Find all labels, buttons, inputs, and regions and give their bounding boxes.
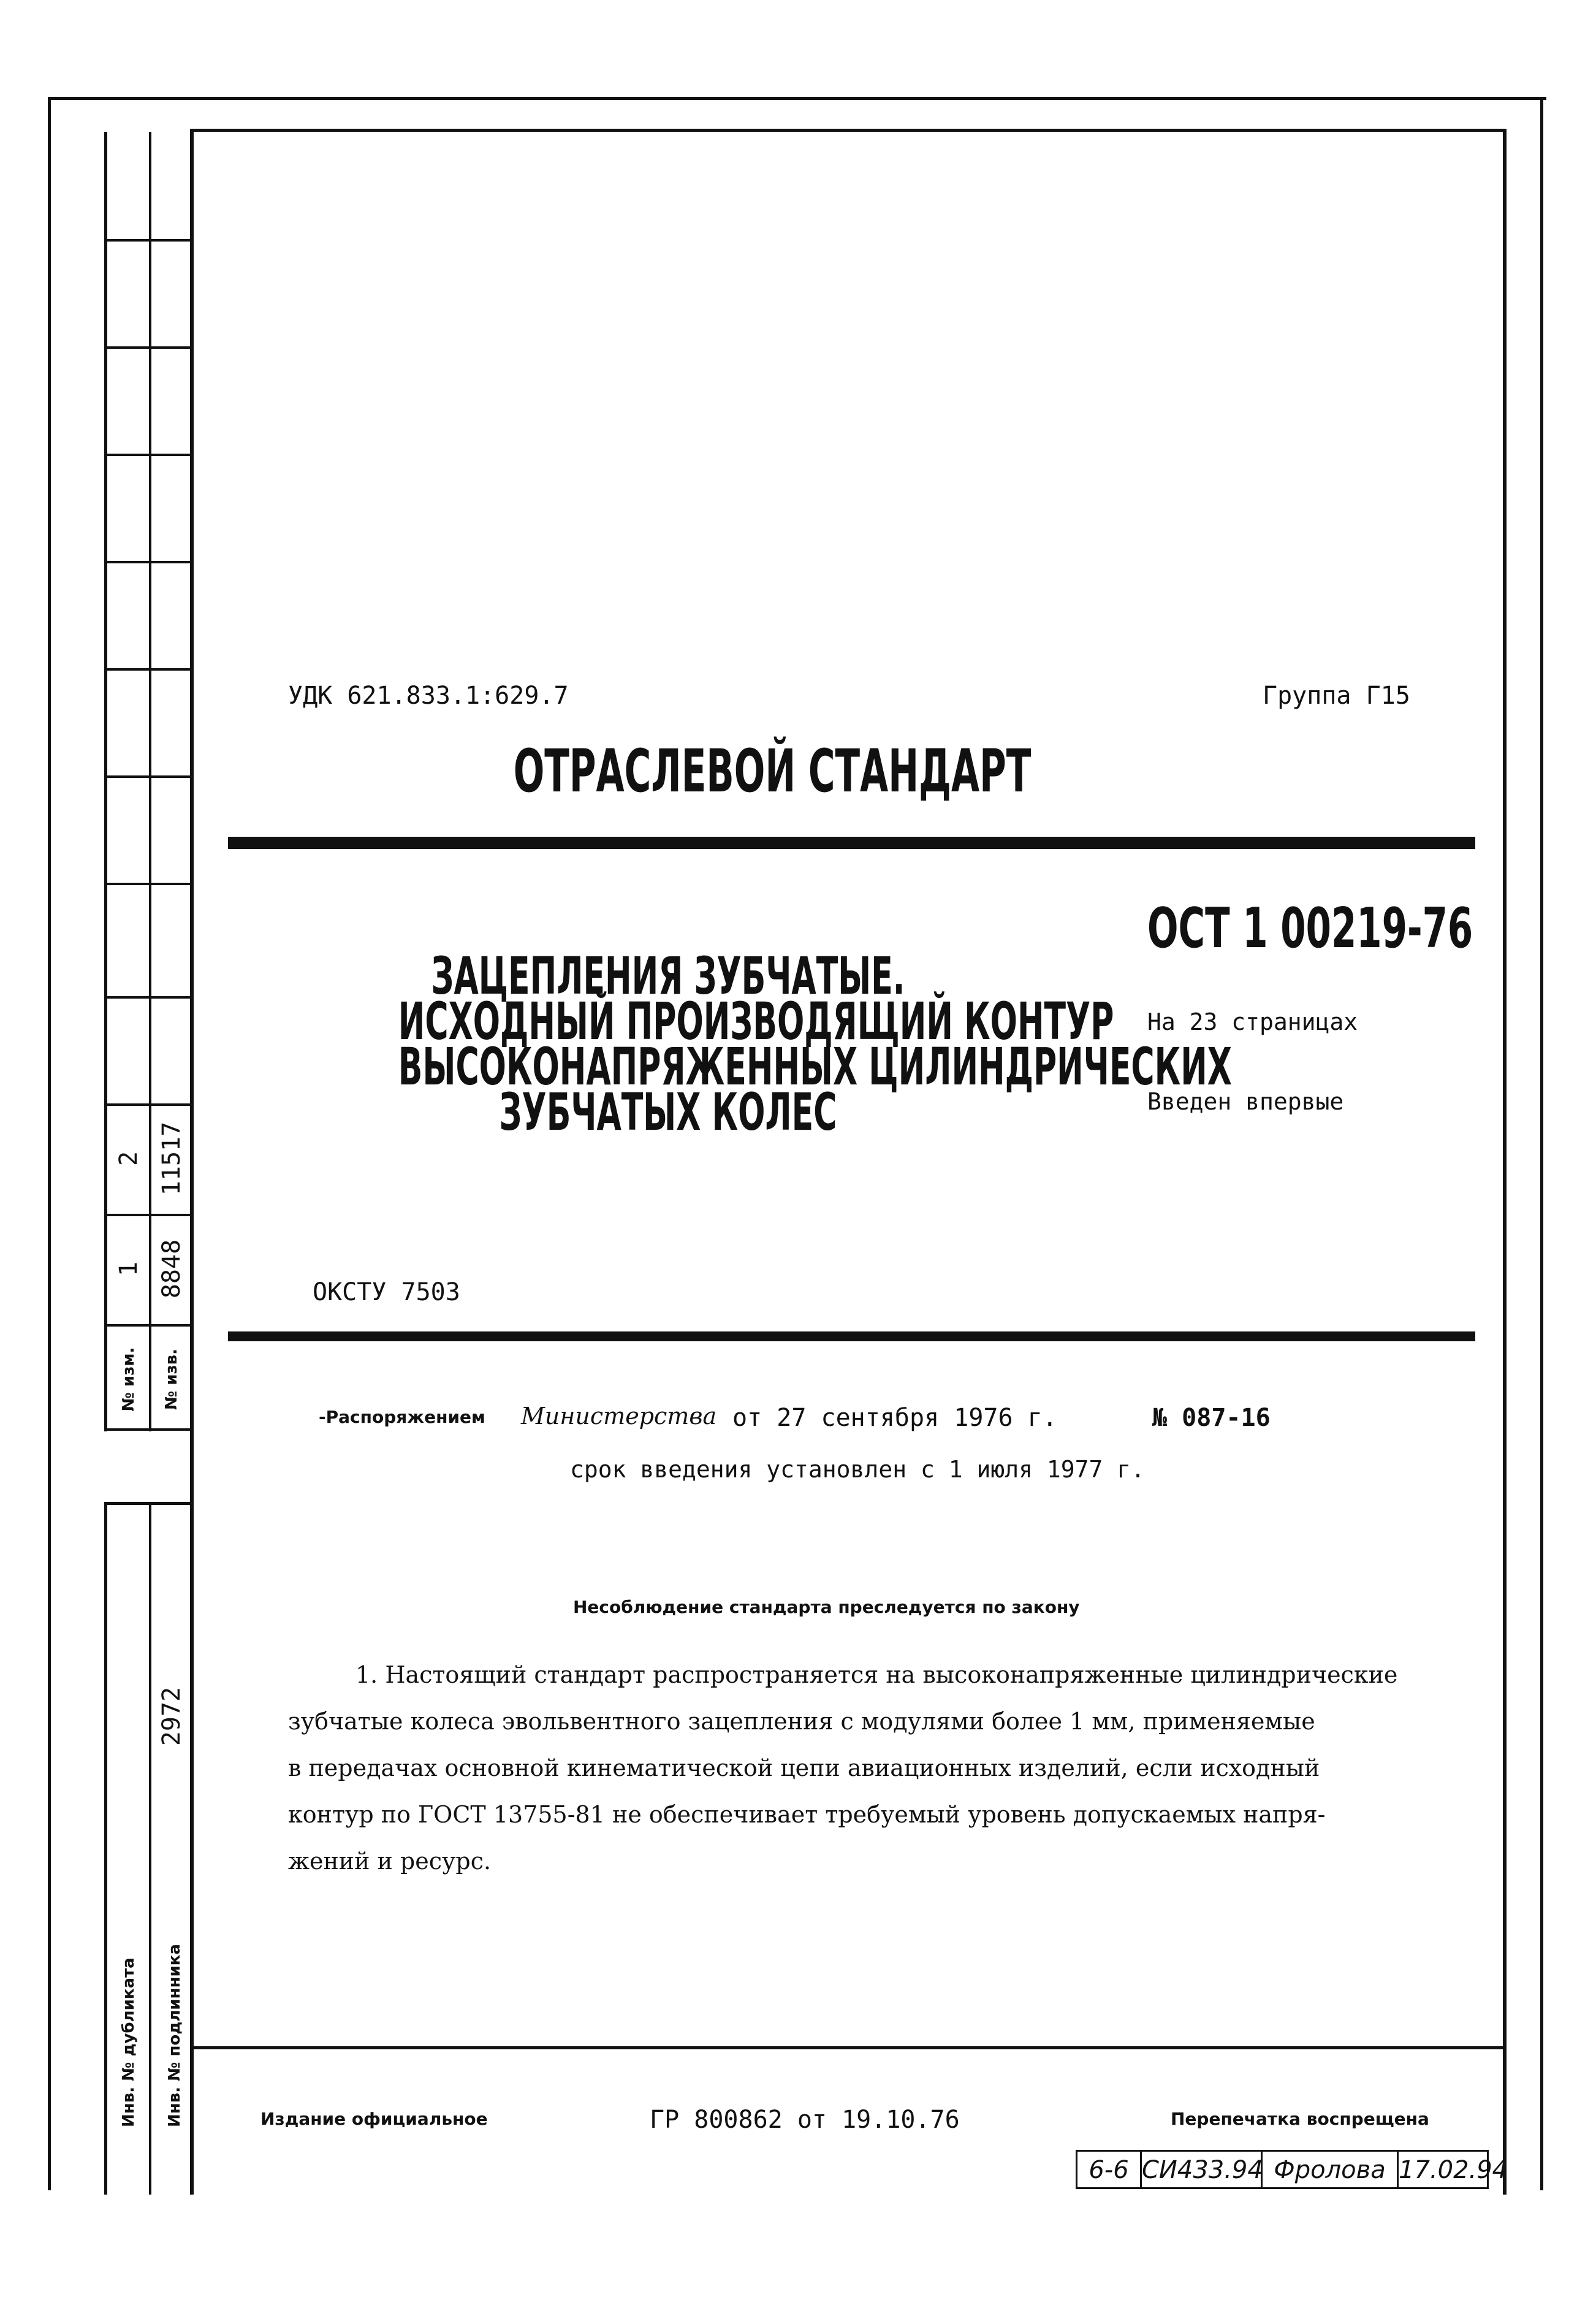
title-line: ИСХОДНЫЙ ПРОИЗВОДЯЩИЙ КОНТУР xyxy=(398,991,1114,1051)
strip-line xyxy=(104,346,193,349)
stamp-cell: СИ433.94 xyxy=(1140,2150,1263,2189)
strip-line xyxy=(104,1214,193,1216)
paragraph-line: 1. Настоящий стандарт распространяется на высоконапряженные цилиндрические xyxy=(355,1661,1398,1688)
change-number-1: 1 xyxy=(115,1261,143,1277)
order-number: № 087-16 xyxy=(1152,1404,1271,1432)
title-line: ЗУБЧАТЫХ КОЛЕС xyxy=(499,1082,837,1142)
paragraph-line: контур по ГОСТ 13755-81 не обеспечивает требуемый уровень допускаемых напря- xyxy=(288,1801,1326,1828)
notice-number-11517: 11517 xyxy=(158,1121,186,1196)
scope-paragraph xyxy=(288,1661,1397,1894)
registration-stamp xyxy=(1076,2150,1508,2189)
effective-date: срок введения установлен с 1 июля 1977 г. xyxy=(570,1456,1145,1483)
stamp-cell: Фролова xyxy=(1261,2150,1399,2189)
strip-line xyxy=(104,883,193,885)
document-type-title: ОТРАСЛЕВОЙ СТАНДАРТ xyxy=(513,737,1032,806)
change-number-2: 2 xyxy=(115,1151,143,1167)
strip-line xyxy=(104,239,193,242)
inventory-strip-divider xyxy=(149,1502,151,2195)
strip-line xyxy=(104,996,193,999)
reprint-prohibited-note: Перепечатка воспрещена xyxy=(1171,2109,1429,2129)
order-date: от 27 сентября 1976 г. xyxy=(732,1404,1057,1432)
title-line: ЗАЦЕПЛЕНИЯ ЗУБЧАТЫЕ. xyxy=(431,946,905,1006)
introduced-note: Введен впервые xyxy=(1147,1088,1344,1115)
standard-number: ОСТ 1 00219-76 xyxy=(1147,896,1473,961)
group-code: Группа Г15 xyxy=(1263,682,1410,710)
strip-line xyxy=(104,1428,193,1431)
outer-frame-right-edge xyxy=(1540,97,1543,2190)
duplicate-inventory-label: Инв. № дубликата xyxy=(120,1957,138,2127)
original-inventory-number: 2972 xyxy=(158,1686,186,1746)
paragraph-line: в передачах основной кинематической цепи авиационных изделий, если исходный xyxy=(288,1754,1320,1781)
revision-strip-divider xyxy=(149,132,151,1431)
paragraph-line: жений и ресурс. xyxy=(288,1848,492,1875)
udk-code: УДК 621.833.1:629.7 xyxy=(288,682,569,710)
official-edition-note: Издание официальное xyxy=(260,2109,488,2129)
title-line: ВЫСОКОНАПРЯЖЕННЫХ ЦИЛИНДРИЧЕСКИХ xyxy=(398,1037,1232,1097)
okstu-code: ОКСТУ 7503 xyxy=(313,1278,460,1306)
notice-number-label: № изв. xyxy=(162,1349,181,1410)
footer-rule xyxy=(193,2046,1507,2049)
change-number-label: № изм. xyxy=(120,1347,138,1412)
strip-line xyxy=(104,775,193,778)
paragraph-line: зубчатые колеса эвольвентного зацепления с модулями более 1 мм, применяемые xyxy=(288,1708,1315,1735)
page-count: На 23 страницах xyxy=(1147,1008,1358,1035)
section-rule xyxy=(228,1331,1475,1341)
header-rule xyxy=(228,837,1475,849)
strip-line xyxy=(104,454,193,456)
stamp-cell: 6-6 xyxy=(1076,2150,1142,2189)
order-prefix: -Распоряжением xyxy=(319,1407,485,1427)
order-ministry: Министерства xyxy=(521,1403,717,1430)
law-notice: Несоблюдение стандарта преследуется по закону xyxy=(573,1597,1080,1617)
strip-line xyxy=(104,561,193,563)
strip-line xyxy=(104,1324,193,1327)
original-inventory-label: Инв. № подлинника xyxy=(165,1944,184,2127)
standard-title xyxy=(233,946,1232,1142)
notice-number-8848: 8848 xyxy=(158,1239,186,1299)
registration-number: ГР 800862 от 19.10.76 xyxy=(650,2106,960,2134)
strip-line xyxy=(104,1103,193,1106)
strip-line xyxy=(104,668,193,671)
stamp-cell: 17.02.94 xyxy=(1397,2150,1489,2189)
